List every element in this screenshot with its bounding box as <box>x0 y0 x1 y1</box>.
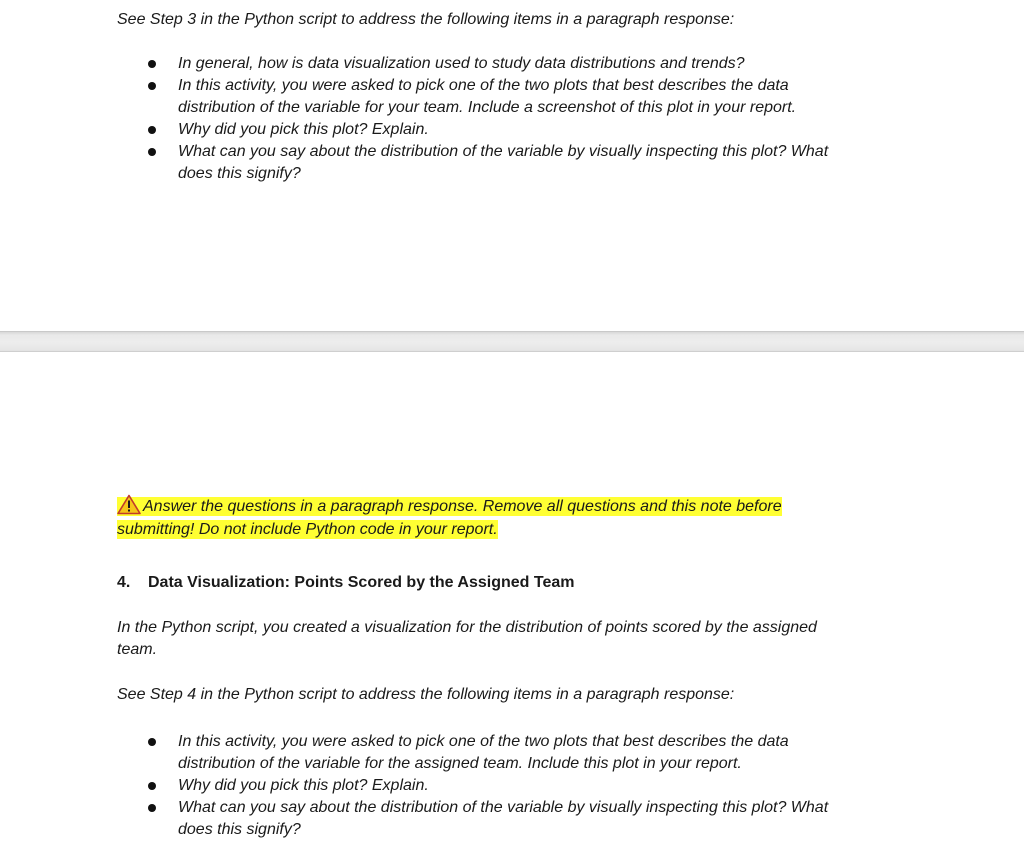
step4-bullet-list <box>0 731 880 841</box>
section4-intro-line-1: In the Python script, you created a visualization for the distribution of points scored by the assigned <box>117 619 817 636</box>
list-item <box>0 797 880 841</box>
step4-intro: See Step 4 in the Python script to address the following items in a paragraph response: <box>117 686 735 703</box>
list-item <box>0 141 880 185</box>
step3-bullet-list <box>0 53 880 185</box>
list-item <box>0 53 880 75</box>
bullet-icon <box>148 782 156 790</box>
page-break <box>0 331 1024 352</box>
step3-intro: See Step 3 in the Python script to address the following items in a paragraph response: <box>117 11 735 28</box>
bullet-line: In this activity, you were asked to pick one of the two plots that best describes the data <box>178 77 789 94</box>
list-item <box>0 775 880 797</box>
bullet-icon <box>148 82 156 90</box>
bullet-icon <box>148 148 156 156</box>
note-line-2: submitting! Do not include Python code in your report. <box>117 521 498 538</box>
note-line-1: Answer the questions in a paragraph response. Remove all questions and this note before <box>143 498 782 515</box>
bullet-icon <box>148 126 156 134</box>
section-number: 4. <box>117 574 131 591</box>
bullet-icon <box>148 738 156 746</box>
section4-intro-line-2: team. <box>117 641 158 658</box>
warning-note <box>117 494 782 541</box>
bullet-icon <box>148 60 156 68</box>
bullet-line: In this activity, you were asked to pick one of the two plots that best describes the data <box>178 733 789 750</box>
note-highlight <box>117 497 782 539</box>
bullet-line: Why did you pick this plot? Explain. <box>178 777 429 794</box>
list-item <box>0 731 880 775</box>
bullet-line: distribution of the variable for your team. Include a screenshot of this plot in your report. <box>178 99 797 116</box>
section4-intro <box>117 617 817 661</box>
list-item <box>0 119 880 141</box>
bullet-line: What can you say about the distribution of the variable by visually inspecting this plot? What <box>178 143 829 160</box>
bullet-line: does this signify? <box>178 165 301 182</box>
warning-icon <box>117 494 141 515</box>
bullet-line: Why did you pick this plot? Explain. <box>178 121 429 138</box>
section-heading <box>117 572 574 594</box>
bullet-line: does this signify? <box>178 821 301 838</box>
bullet-icon <box>148 804 156 812</box>
bullet-line: What can you say about the distribution of the variable by visually inspecting this plot? What <box>178 799 829 816</box>
bullet-line: distribution of the variable for the assigned team. Include this plot in your report. <box>178 755 742 772</box>
bullet-line: In general, how is data visualization used to study data distributions and trends? <box>178 55 745 72</box>
list-item <box>0 75 880 119</box>
section-title: Data Visualization: Points Scored by the Assigned Team <box>148 574 575 591</box>
